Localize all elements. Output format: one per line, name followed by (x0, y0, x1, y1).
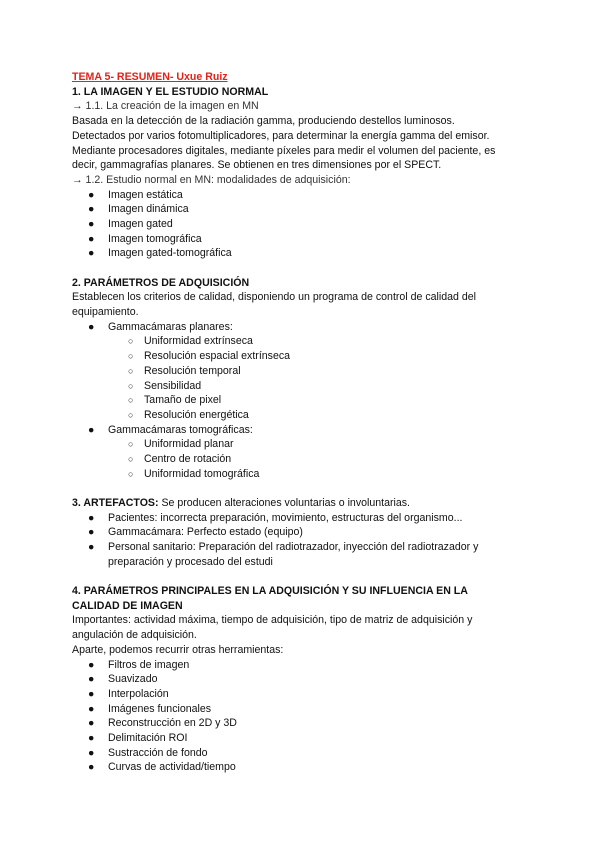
list-item-text: Gammacámaras tomográficas: (108, 423, 253, 436)
circle-bullet-icon: ○ (128, 409, 134, 420)
section-2-heading: 2. PARÁMETROS DE ADQUISICIÓN (72, 276, 250, 289)
list-item-text: preparación y procesado del estudi (108, 555, 273, 568)
list-item-text: Delimitación ROI (108, 732, 188, 745)
list-item (108, 349, 510, 364)
list-item (72, 760, 510, 775)
tools-list (72, 658, 510, 776)
list-item-text: Imagen gated (108, 218, 173, 231)
list-item-text: Imagen tomográfica (108, 232, 202, 245)
bullet-icon: ● (88, 732, 95, 745)
bullet-icon: ● (88, 717, 95, 730)
circle-bullet-icon: ○ (128, 365, 134, 376)
list-item (72, 232, 510, 247)
section-4-heading-line: 4. PARÁMETROS PRINCIPALES EN LA ADQUISICIÓN Y SU INFLUENCIA EN LA (72, 585, 468, 597)
list-item (108, 467, 510, 482)
bullet-icon: ● (88, 247, 95, 260)
list-item-text: Personal sanitario: Preparación del radiotrazador, inyección del radiotrazador y (108, 541, 479, 554)
paragraph-line: angulación de adquisición. (72, 629, 197, 642)
circle-bullet-icon: ○ (128, 395, 134, 406)
arrow-icon: → (72, 173, 83, 186)
bullet-icon: ● (88, 203, 95, 216)
list-item-text: Resolución temporal (144, 364, 241, 377)
list-item-text: Sustracción de fondo (108, 746, 208, 759)
list-item (108, 334, 510, 349)
list-item-text: Uniformidad tomográfica (144, 467, 260, 480)
spacer (72, 261, 510, 276)
paragraph-line: Establecen los criterios de calidad, disponiendo un programa de control de calidad del (72, 291, 476, 304)
bullet-icon: ● (88, 702, 95, 715)
document-title: TEMA 5- RESUMEN- Uxue Ruiz (72, 71, 228, 83)
list-item-text: Tamaño de pixel (144, 394, 222, 407)
section-1-heading: 1. LA IMAGEN Y EL ESTUDIO NORMAL (72, 85, 269, 98)
arrow-icon: → (72, 100, 83, 113)
paragraph-line: Basada en la detección de la radiación gamma, produciendo destellos luminosos. (72, 115, 455, 128)
bullet-icon: ● (88, 218, 95, 231)
list-item-text: Reconstrucción en 2D y 3D (108, 717, 237, 730)
list-item (72, 716, 510, 731)
paragraph-line: equipamiento. (72, 306, 139, 319)
list-item-text: Imagen dinámica (108, 203, 189, 216)
tomographic-params-list (108, 437, 510, 481)
planar-params-list (108, 334, 510, 422)
bullet-icon: ● (88, 541, 95, 554)
list-item (72, 320, 510, 423)
list-item-text: Gammacámaras planares: (108, 320, 233, 333)
list-item (72, 672, 510, 687)
list-item (72, 217, 510, 232)
paragraph-line: Detectados por varios fotomultiplicadores, para determinar la energía gamma del emisor. (72, 129, 490, 142)
bullet-icon: ● (88, 232, 95, 245)
section-3-intro: Se producen alteraciones voluntarias o involuntarias. (158, 496, 410, 509)
list-item-text: Uniformidad extrínseca (144, 335, 253, 348)
list-item (108, 379, 510, 394)
list-item (72, 702, 510, 717)
bullet-icon: ● (88, 511, 95, 524)
bullet-icon: ● (88, 320, 95, 333)
list-item-text: Centro de rotación (144, 453, 232, 466)
list-item-text: Curvas de actividad/tiempo (108, 761, 236, 774)
paragraph-line: Importantes: actividad máxima, tiempo de adquisición, tipo de matriz de adquisición y (72, 614, 473, 627)
spacer (72, 481, 510, 496)
bullet-icon: ● (88, 423, 95, 436)
list-item (72, 731, 510, 746)
artifacts-list (72, 511, 510, 570)
list-item (72, 188, 510, 203)
list-item (108, 437, 510, 452)
circle-bullet-icon: ○ (128, 468, 134, 479)
section-3-heading (72, 496, 510, 511)
list-item-text: Imagen gated-tomográfica (108, 247, 232, 260)
modalities-list (72, 188, 510, 262)
list-item-text: Resolución espacial extrínseca (144, 350, 291, 363)
bullet-icon: ● (88, 658, 95, 671)
circle-bullet-icon: ○ (128, 351, 134, 362)
list-item-text: Pacientes: incorrecta preparación, movimiento, estructuras del organismo... (108, 511, 463, 524)
list-item (72, 511, 510, 526)
paragraph-line: decir, gammagrafías planares. Se obtienen en tres dimensiones por el SPECT. (72, 159, 442, 172)
list-item (72, 202, 510, 217)
section-4-heading (72, 584, 510, 613)
paragraph-line: Aparte, podemos recurrir otras herramientas: (72, 643, 284, 656)
subsection-1-1 (72, 99, 510, 114)
list-item (72, 540, 510, 569)
list-item-text: Uniformidad planar (144, 438, 234, 451)
list-item-text: Sensibilidad (144, 379, 202, 392)
bullet-icon: ● (88, 673, 95, 686)
list-item-text: Filtros de imagen (108, 658, 190, 671)
subsection-1-2-text: 1.2. Estudio normal en MN: modalidades de adquisición: (85, 173, 351, 186)
bullet-icon: ● (88, 687, 95, 700)
list-item-text: Imagen estática (108, 188, 183, 201)
bullet-icon: ● (88, 526, 95, 539)
subsection-1-2 (72, 173, 510, 188)
list-item (72, 746, 510, 761)
list-item (108, 364, 510, 379)
list-item (108, 452, 510, 467)
bullet-icon: ● (88, 188, 95, 201)
section-4-heading-line: CALIDAD DE IMAGEN (72, 599, 183, 612)
list-item (108, 408, 510, 423)
list-item-text: Resolución energética (144, 408, 249, 421)
list-item (72, 525, 510, 540)
spacer (72, 570, 510, 585)
circle-bullet-icon: ○ (128, 380, 134, 391)
list-item-text: Gammacámara: Perfecto estado (equipo) (108, 526, 303, 539)
list-item (72, 246, 510, 261)
section-3-title: 3. ARTEFACTOS: (72, 496, 159, 509)
bullet-icon: ● (88, 746, 95, 759)
list-item (72, 658, 510, 673)
paragraph-line: Mediante procesadores digitales, mediante píxeles para medir el volumen del paciente, es (72, 144, 496, 157)
bullet-icon: ● (88, 761, 95, 774)
list-item-text: Suavizado (108, 673, 158, 686)
circle-bullet-icon: ○ (128, 454, 134, 465)
subsection-1-1-text: 1.1. La creación de la imagen en MN (85, 100, 259, 113)
circle-bullet-icon: ○ (128, 439, 134, 450)
camera-groups-list (72, 320, 510, 482)
list-item (72, 423, 510, 482)
list-item-text: Imágenes funcionales (108, 702, 212, 715)
list-item (108, 393, 510, 408)
list-item (72, 687, 510, 702)
circle-bullet-icon: ○ (128, 336, 134, 347)
list-item-text: Interpolación (108, 687, 169, 700)
